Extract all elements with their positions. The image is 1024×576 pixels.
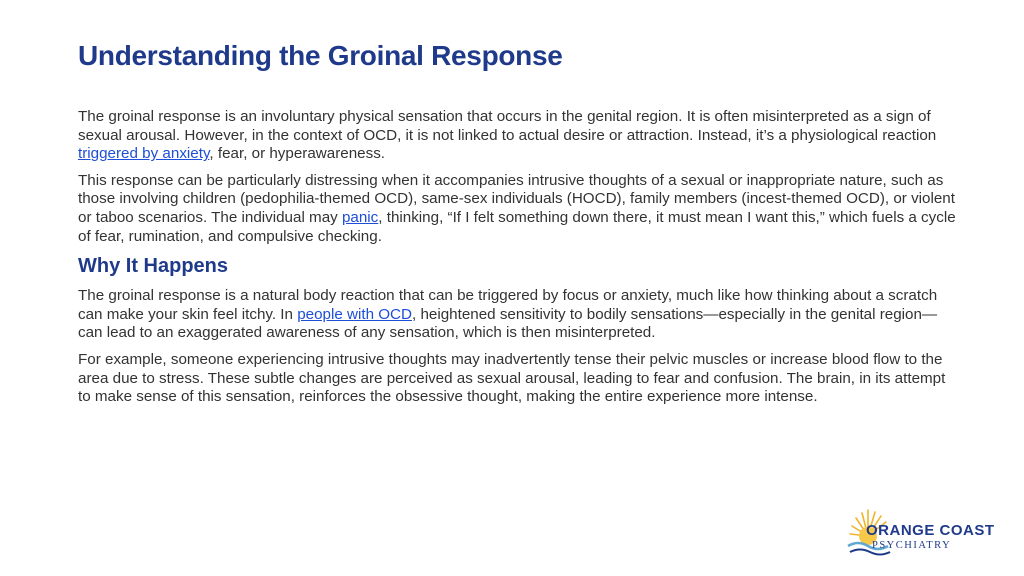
link-panic[interactable]: panic <box>341 208 379 226</box>
paragraph-text: The groinal response is a natural body reaction that can be triggered by focus or anxiety, much like how thinking about a scratch can make your skin feel itchy. In <box>78 287 938 323</box>
paragraph-example: For example, someone experiencing intrusive thoughts may inadvertently tense their pelvic muscles or increase blood flow to the area due to stress. These subtle changes are perceived as sexual arousal, leading to fear and confusion. The brain, in its attempt to make sense of this sensation, reinforces the obsessive thought, making the entire experience more intense. <box>78 350 946 406</box>
slide-body <box>78 108 958 415</box>
link-triggered-by-anxiety[interactable]: triggered by anxiety <box>78 145 210 163</box>
paragraph-text: , thinking, “If I felt something down there, it must mean I want this,” which fuels a cycle of fear, rumination, and compulsive checking. <box>78 208 956 245</box>
page-title: Understanding the Groinal Response <box>78 40 563 71</box>
section-heading-why-it-happens: Why It Happens <box>78 255 229 278</box>
paragraph-natural-reaction <box>78 287 958 343</box>
paragraph-definition <box>78 108 958 164</box>
paragraph-text: , heightened sensitivity to bodily sensations—especially in the genital region—can lead to an exaggerated awareness of any sensation, which is then misinterpreted. <box>78 305 938 342</box>
paragraph-text: , fear, or hyperawareness. <box>209 145 386 163</box>
paragraph-distress <box>78 172 958 246</box>
orange-coast-psychiatry-logo <box>846 506 1016 566</box>
link-people-with-ocd[interactable]: people with OCD <box>297 305 412 323</box>
logo-name: ORANGE COAST <box>866 522 995 539</box>
paragraph-text: The groinal response is an involuntary physical sensation that occurs in the genital region. It is often misinterpreted as a sign of sexual arousal. However, in the context of OCD, it is not linked to actual desire or attraction. Instead, it’s a physiological reaction <box>78 108 937 144</box>
paragraph-text: This response can be particularly distressing when it accompanies intrusive thoughts of a sexual or inappropriate nature, such as those involving children (pedophilia-themed OCD), same-sex individuals (HOCD), family members (incest-themed OCD), or violent or taboo scenarios. The individual may <box>78 171 955 226</box>
logo-subtitle: PSYCHIATRY <box>872 540 952 551</box>
